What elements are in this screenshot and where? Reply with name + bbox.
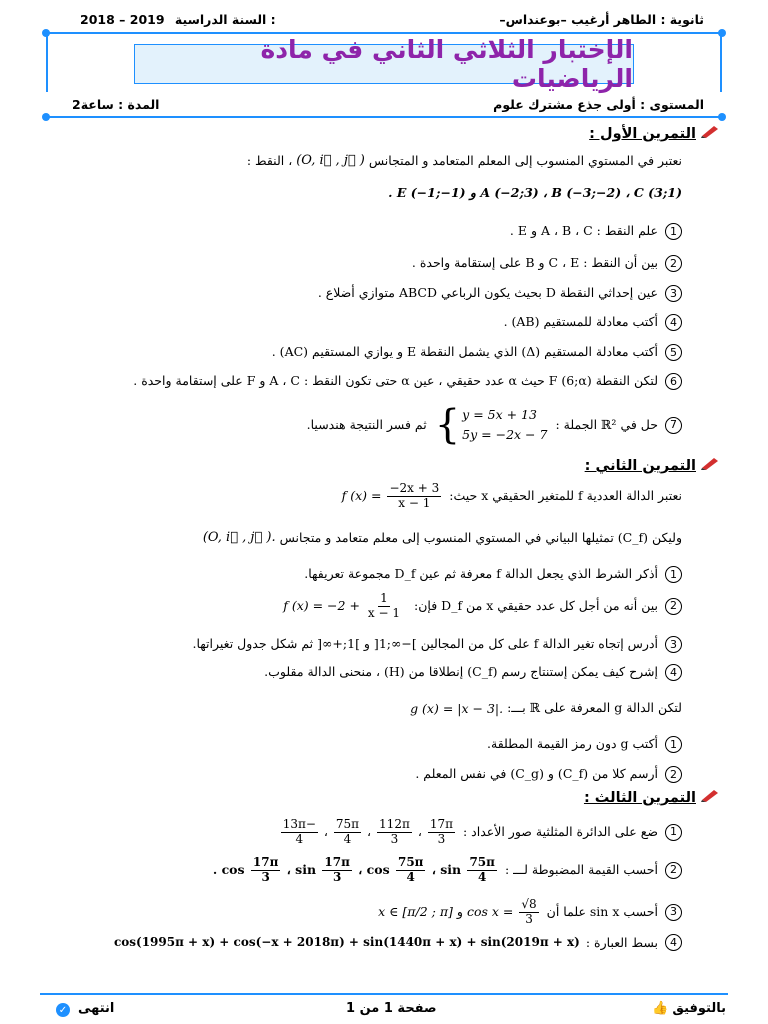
ex3-q2-num: 17π <box>252 855 279 869</box>
level: المستوى : أولى جذع مشترك علوم <box>493 97 704 112</box>
bottom-left-dot <box>42 113 50 121</box>
ex2-f-frac <box>387 482 441 511</box>
ex1-q2 <box>412 255 682 272</box>
brace-icon: { <box>434 402 461 448</box>
ex3-q1-text: ضع على الدائرة المثلثية صور الأعداد : <box>462 824 658 840</box>
ex1-intro-end: ، النقط : <box>246 153 293 168</box>
ex2-basis: (O, i⃗ , j⃗ ). <box>202 530 276 546</box>
ex3-q3 <box>378 898 682 927</box>
ex3-q2-frac <box>467 856 496 885</box>
ex2-q2-math <box>283 592 404 621</box>
ex1-q3 <box>318 285 682 302</box>
ex3-q2-fn: cos <box>366 862 390 878</box>
footer-good-luck <box>652 1001 726 1016</box>
ex2-q4-text: إشرح كيف يمكن إستنتاج رسم (C_f) إنطلاقا من (H) ، منحنى الدالة مقلوب. <box>264 664 658 679</box>
ex3-q2-fn: cos <box>221 862 245 878</box>
ex2-g-def-math: g (x) = |x − 3|. <box>410 700 504 716</box>
ex1-q7-system <box>434 402 548 448</box>
ex3-q3-text: أحسب sin x علما أن <box>546 904 658 920</box>
num-3-icon: 3 <box>665 904 682 921</box>
ex3-q2-item <box>295 856 354 885</box>
ex2-q3 <box>193 636 682 653</box>
ex3-q1-num: 17π <box>429 817 453 831</box>
num-4-icon: 4 <box>665 314 682 331</box>
ex3-q2-fn: sin <box>295 862 317 878</box>
ex3-q3-cos-lhs: cos x = <box>466 903 514 919</box>
ex2-q2-num: 1 <box>380 591 388 605</box>
ex2-q2-frac <box>366 592 402 621</box>
num-2-icon: 2 <box>665 255 682 272</box>
footer-good-luck-text: بالتوفيق <box>672 1001 726 1016</box>
num-1-icon: 1 <box>665 223 682 240</box>
num-6-icon: 6 <box>665 373 682 390</box>
num-7-icon: 7 <box>665 417 682 434</box>
ex3-q2-fn: sin <box>440 862 462 878</box>
ex3-q3-cos <box>467 898 541 927</box>
ex3-q2-den: 3 <box>261 869 270 884</box>
ex3-q2-text: أحسب القيمة المضبوطة لـــ : <box>504 862 658 878</box>
ex3-q2-num: 75π <box>469 855 495 869</box>
ex3-q1 <box>279 818 682 847</box>
ex2-f-num: −2x + 3 <box>389 481 440 495</box>
ex2-q4 <box>264 664 682 681</box>
num-5-icon: 5 <box>665 344 682 361</box>
exam-title: الإختبار الثلاثي الثاني في مادة الرياضيات <box>260 35 633 93</box>
ex1-q3-text: عين إحداثي النقطة D بحيث يكون الرباعي ABCD متوازي أضلاع . <box>317 285 658 300</box>
ex1-q5-text: أكتب معادلة المستقيم (Δ) الذي يشمل النقطة E و يوازي المستقيم (AC) . <box>271 344 658 359</box>
ex3-q1-frac <box>428 818 455 847</box>
ex1-q4 <box>504 314 682 331</box>
ex3-q1-den: 4 <box>295 831 304 846</box>
ex1-q6-text: لتكن النقطة F (6;α) حيث α عدد حقيقي ، عين α حتى تكون النقط : A ، C و F على إستقامة واحدة . <box>133 373 658 388</box>
num-3-icon: 3 <box>665 285 682 302</box>
ex3-q2-den: 3 <box>332 869 342 884</box>
ex3-q2-item <box>440 856 499 885</box>
ex2-q1 <box>304 566 682 583</box>
ex1-q7-eq2: 5y = −2x − 7 <box>462 427 548 442</box>
pencil-icon <box>700 456 720 470</box>
ex3-q2 <box>213 856 682 885</box>
ex1-q1 <box>510 223 682 240</box>
ex3-q2-item <box>367 856 428 885</box>
ex3-q2-item <box>222 856 283 885</box>
ex1-q5 <box>272 344 682 361</box>
ex3-q3-interval: x ∈ [π/2 ; π] <box>378 904 453 920</box>
ex2-curve <box>203 530 682 547</box>
ex1-q7-eq1: y = 5x + 13 <box>462 407 537 422</box>
exercise1-title: التمرين الأول : <box>589 126 696 142</box>
school-year-label: السنة الدراسية : <box>174 12 276 27</box>
ex3-q2-frac <box>396 856 425 885</box>
ex2-q6-text: أرسم كلا من (C_f) و (C_g) في نفس المعلم . <box>415 766 658 781</box>
check-icon: ✓ <box>56 1003 70 1017</box>
ex3-q4 <box>114 934 682 951</box>
ex3-q3-and: و <box>456 904 463 920</box>
num-4-icon: 4 <box>665 934 682 951</box>
ex2-g-def-text: لتكن الدالة g المعرفة على ℝ بـــ: <box>507 700 682 715</box>
ex3-q4-text: بسط العبارة : <box>585 934 658 950</box>
ex2-q2-den: x − 1 <box>367 605 401 620</box>
num-1-icon: 1 <box>665 736 682 753</box>
header-bottom-rule <box>46 116 722 118</box>
ex3-q1-frac <box>334 818 361 847</box>
num-2-icon: 2 <box>665 766 682 783</box>
ex1-q7-c: ثم فسر النتيجة هندسيا. <box>306 417 427 433</box>
ex1-q7 <box>306 402 682 448</box>
ex3-q3-den: 3 <box>525 911 533 926</box>
ex3-q1-den: 3 <box>437 831 446 846</box>
ex1-q7-b: الجملة : <box>555 417 598 433</box>
ex2-intro-text: نعتبر الدالة العددية f للمتغير الحقيقي x حيث: <box>449 488 682 504</box>
ex3-q1-num: −13π <box>282 817 316 831</box>
ex3-q1-num: 75π <box>335 817 360 831</box>
num-1-icon: 1 <box>665 824 682 841</box>
ex1-q7-set: ℝ² <box>601 417 617 433</box>
ex2-f-den: x − 1 <box>398 495 431 510</box>
pencil-icon <box>700 788 720 802</box>
thumbs-up-icon: 👍 <box>652 1001 669 1016</box>
ex3-q1-den: 4 <box>343 831 352 846</box>
ex3-q2-values: sin $\frac{75\pi}{4}$ ، cos $\frac{75\pi}{4}$ ، sin $\frac{17\pi}{3}$ ، cos $\frac{17\pi}{3}$ . <box>213 856 499 885</box>
ex3-q1-frac <box>377 818 412 847</box>
ex2-q1-text: أذكر الشرط الذي يجعل الدالة f معرفة ثم عين D_f مجموعة تعريفها. <box>304 566 658 581</box>
ex1-intro <box>247 153 682 170</box>
school-year-value: 2018 – 2019 <box>80 12 165 27</box>
ex2-q5-text: أكتب g دون رمز القيمة المطلقة. <box>487 736 658 751</box>
ex3-q1-values: $\frac{17\pi}{3}$ ، $\frac{112\pi}{3}$ ، $\frac{75\pi}{4}$ ، $\frac{-13\pi}{4}$ <box>282 817 453 846</box>
num-3-icon: 3 <box>665 636 682 653</box>
ex3-q1-den: 3 <box>390 831 399 846</box>
ex3-q2-frac <box>251 856 280 885</box>
ex3-q1-frac <box>281 818 318 847</box>
ex1-q2-text: بين أن النقط : C ، E و B على إستقامة واحدة . <box>411 255 658 270</box>
ex2-q2 <box>283 592 682 621</box>
ex1-q7-a: حل في <box>620 417 658 433</box>
left-rule <box>46 32 48 92</box>
num-1-icon: 1 <box>665 566 682 583</box>
duration: المدة : ساعة2 <box>72 97 160 112</box>
ex1-basis: (O, i⃗ , j⃗ ) <box>296 153 365 169</box>
ex1-q6 <box>133 373 682 390</box>
num-2-icon: 2 <box>665 598 682 615</box>
ex3-q4-expr: cos(1995π + x) + cos(−x + 2018π) + sin(1440π + x) + sin(2019π + x) <box>113 935 580 949</box>
ex3-q2-num: 75π <box>397 855 424 869</box>
num-4-icon: 4 <box>665 664 682 681</box>
ex1-q1-text: علم النقط : A ، B ، C و E . <box>509 223 658 238</box>
right-rule <box>720 32 722 92</box>
bottom-right-dot <box>718 113 726 121</box>
exercise2-title: التمرين الثاني : <box>584 458 696 474</box>
ex2-f-lhs: f (x) = <box>341 487 382 503</box>
ex2-q6 <box>415 766 682 783</box>
ex1-q4-text: أكتب معادلة للمستقيم (AB) . <box>503 314 658 329</box>
ex2-q2-text: بين أنه من أجل كل عدد حقيقي x من D_f فإن: <box>414 598 658 614</box>
ex2-q2-lhs: f (x) = −2 + <box>283 597 360 613</box>
footer-end: انتهى <box>78 1001 115 1016</box>
ex2-curve-text: وليكن (C_f) تمثيلها البياني في المستوي المنسوب إلى معلم متعامد و متجانس <box>279 530 682 545</box>
school-year <box>80 12 276 27</box>
ex2-g-def <box>410 700 682 716</box>
num-2-icon: 2 <box>665 862 682 879</box>
ex3-q3-frac <box>519 898 538 927</box>
ex2-q5 <box>487 736 682 753</box>
ex3-q2-num: 17π <box>324 855 350 869</box>
ex1-intro-text: نعتبر في المستوي المنسوب إلى المعلم المتعامد و المتجانس <box>368 153 682 168</box>
exercise3-title: التمرين الثالث : <box>583 790 696 806</box>
ex3-q2-den: 4 <box>406 869 415 884</box>
ex3-q2-frac <box>322 856 351 885</box>
school-name: ثانوية : الطاهر أرغيب –بوعنداس– <box>499 12 704 27</box>
pencil-icon <box>700 124 720 138</box>
ex2-intro <box>342 482 682 511</box>
ex1-points: A (−2;3) ، B (−3;−2) ، C (3;1) و E (−1;−1) . <box>388 185 682 200</box>
exam-title-box <box>134 35 634 93</box>
top-rule <box>46 32 722 34</box>
ex3-q3-num: √8 <box>521 897 537 911</box>
ex2-q3-text: أدرس إتجاه تغير الدالة f على كل من المجالين ]−∞;1[ و ]1;+∞[ ثم شكل جدول تغيراتها. <box>192 636 658 651</box>
ex3-q2-den: 4 <box>478 869 487 884</box>
footer-page: صفحة 1 من 1 <box>346 1001 437 1016</box>
ex3-q1-num: 112π <box>379 817 410 831</box>
ex2-f-def <box>342 482 444 511</box>
footer-rule <box>40 993 728 995</box>
